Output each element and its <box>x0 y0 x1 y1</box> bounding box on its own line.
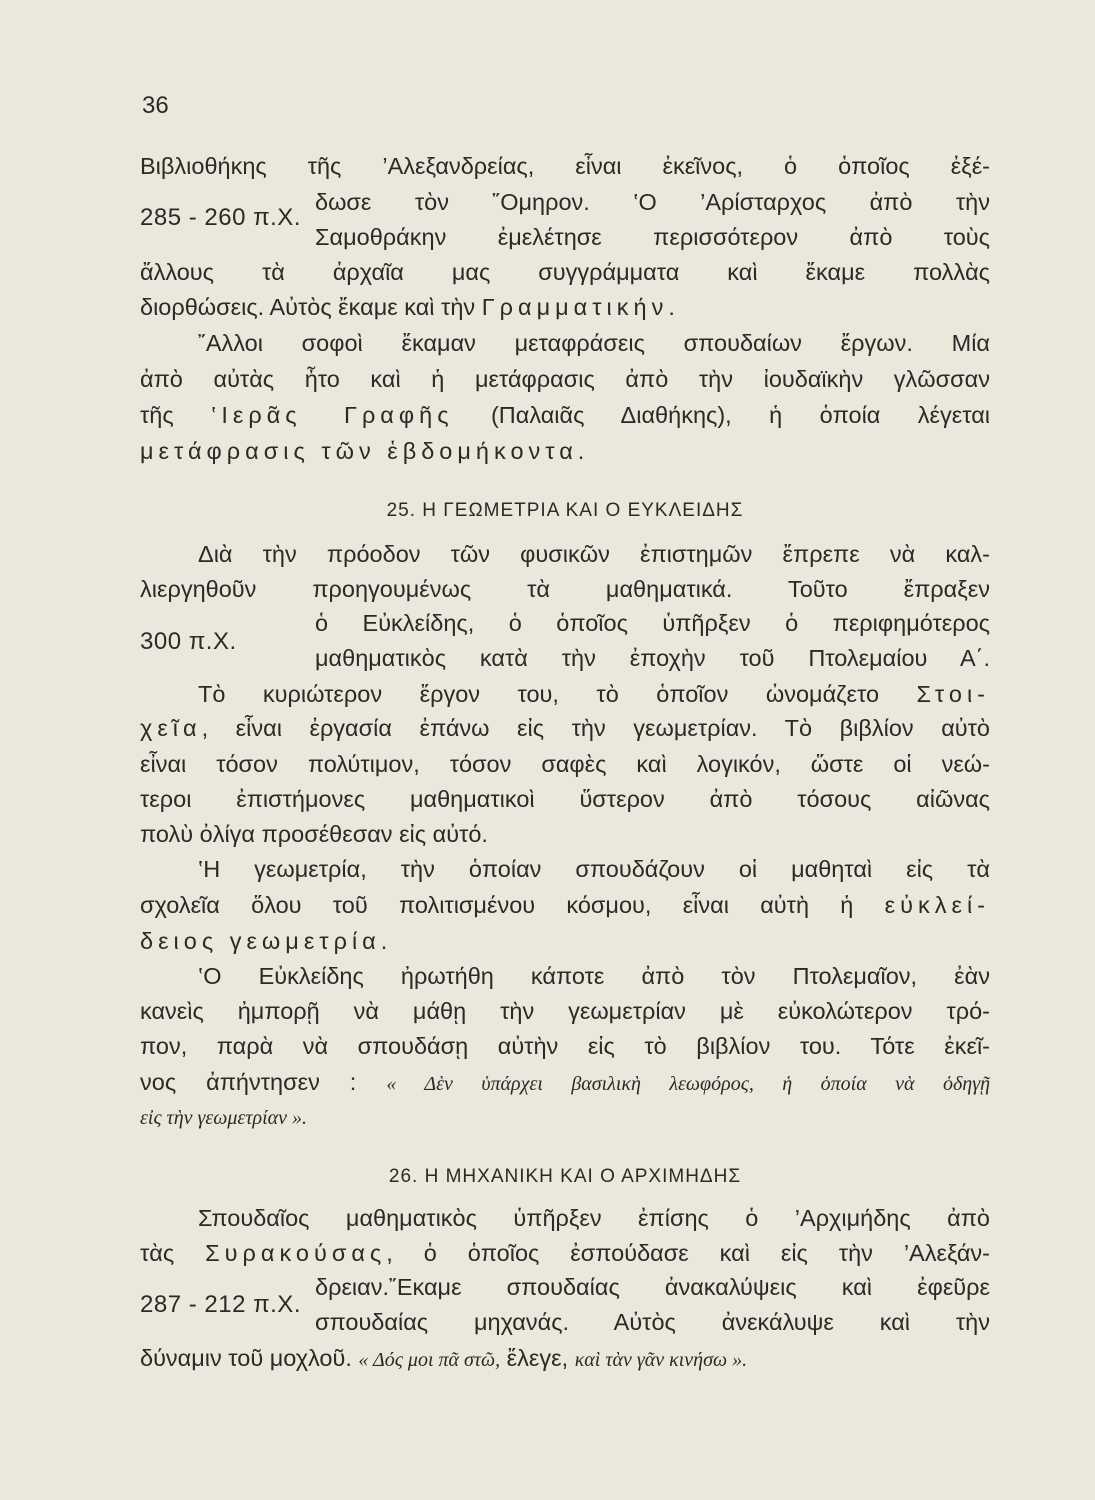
text-line: ὁ Εὐκλείδης, ὁ ὁποῖος ὑπῆρξεν ὁ περιφημότερος <box>315 610 990 636</box>
margin-date: 287 - 212 π.Χ. <box>140 1291 301 1318</box>
text-line <box>140 292 990 322</box>
text-span: ἔλεγε, <box>500 1345 575 1371</box>
text-line <box>140 1343 990 1375</box>
text-line <box>198 679 990 709</box>
text-span: τῆς <box>140 402 212 428</box>
text-span: σχολεῖα ὅλου τοῦ πολιτισμένου κόσμου, εἶναι αὐτὴ ἡ <box>140 892 885 918</box>
emphasized-term: ‛Ιερᾶς Γραφῆς <box>211 402 454 428</box>
emphasized-term: Στοι- <box>916 681 990 707</box>
section-heading: 25. Η ΓΕΩΜΕΤΡΙΑ ΚΑΙ Ο ΕΥΚΛΕΙΔΗΣ <box>386 500 744 521</box>
text-span: , ὁ ὁποῖος ἐσπούδασε καὶ εἰς τὴν ’Αλεξάν- <box>386 1240 990 1266</box>
text-span: (Παλαιᾶς Διαθήκης), ἡ ὁποία λέγεται <box>453 402 991 428</box>
text-line: μαθηματικὸς κατὰ τὴν ἐποχὴν τοῦ Πτολεμαίου Α΄. <box>315 645 990 671</box>
text-line: ῎Αλλοι σοφοὶ ἔκαμαν μεταφράσεις σπουδαίων ἔργων. Μία <box>198 330 990 356</box>
text-line: εἶναι τόσον πολύτιμον, τόσον σαφὲς καὶ λογικόν, ὥστε οἱ νεώ- <box>140 751 990 777</box>
page-number: 36 <box>142 92 169 119</box>
text-line: ‛Ο Εὐκλείδης ἠρωτήθη κάποτε ἀπὸ τὸν Πτολεμαῖον, ἐὰν <box>198 963 990 989</box>
quote-text: « Δὲν ὑπάρχει βασιλικὴ λεωφόρος, ἡ ὁποία νὰ ὁδηγῇ <box>386 1073 991 1095</box>
text-line: ἀπὸ αὐτὰς ἦτο καὶ ἡ μετάφρασις ἀπὸ τὴν ἰουδαϊκὴν γλῶσσαν <box>140 366 990 392</box>
emphasized-term: Γραμματικήν. <box>481 294 680 320</box>
text-line: κανεὶς ἠμπορῇ νὰ μάθῃ τὴν γεωμετρίαν μὲ εὐκολώτερον τρό- <box>140 998 990 1024</box>
margin-date: 285 - 260 π.Χ. <box>140 204 301 231</box>
text-line <box>140 1238 990 1268</box>
quote-text: « Δός μοι πᾶ στῶ, <box>358 1349 501 1371</box>
section-heading: 26. Η ΜΗΧΑΝΙΚΗ ΚΑΙ Ο ΑΡΧΙΜΗΔΗΣ <box>388 1166 742 1187</box>
text-line: Διὰ τὴν πρόοδον τῶν φυσικῶν ἐπιστημῶν ἔπρεπε νὰ καλ- <box>198 541 990 567</box>
text-line: τεροι ἐπιστήμονες μαθηματικοὶ ὕστερον ἀπὸ τόσους αἰῶνας <box>140 786 990 812</box>
emphasized-term: δειος γεωμετρία. <box>140 928 393 954</box>
text-span: διορθώσεις. Αὐτὸς ἔκαμε καὶ τὴν <box>140 294 482 320</box>
text-span: δύναμιν τοῦ μοχλοῦ. <box>140 1345 359 1371</box>
quote-text: εἰς τὴν γεωμετρίαν ». <box>140 1107 308 1129</box>
text-line <box>140 713 990 743</box>
text-line <box>140 400 990 430</box>
text-line <box>140 890 990 920</box>
text-line: Βιβλιοθήκης τῆς ’Αλεξανδρείας, εἶναι ἐκεῖνος, ὁ ὁποῖος ἐξέ- <box>140 153 990 179</box>
text-span: τὰς <box>140 1240 206 1266</box>
quote-text: καὶ τὰν γᾶν κινήσω ». <box>574 1349 748 1371</box>
emphasized-term: χεῖα <box>140 715 202 741</box>
text-line: Σπουδαῖος μαθηματικὸς ὑπῆρξεν ἐπίσης ὁ ’Αρχιμήδης ἀπὸ <box>198 1205 990 1231</box>
text-line: ἄλλους τὰ ἀρχαῖα μας συγγράμματα καὶ ἔκαμε πολλὰς <box>140 259 990 285</box>
emphasized-term: εὐκλεί- <box>884 892 990 918</box>
margin-date: 300 π.Χ. <box>140 628 237 655</box>
text-span: νος ἀπήντησεν : <box>140 1069 387 1095</box>
text-line: δωσε τὸν ῞Ομηρον. ‛Ο ’Αρίσταρχος ἀπὸ τὴν <box>315 189 990 215</box>
emphasized-term: μετάφρασις τῶν ἑβδομήκοντα. <box>140 438 590 464</box>
text-line: σπουδαίας μηχανάς. Αὐτὸς ἀνεκάλυψε καὶ τὴν <box>315 1309 990 1335</box>
emphasized-term: Συρακούσας <box>205 1240 387 1266</box>
text-line <box>140 1067 990 1099</box>
text-line: δρειαν.῎Εκαμε σπουδαίας ἀνακαλύψεις καὶ ἐφεῦρε <box>315 1274 990 1300</box>
text-span: , εἶναι ἐργασία ἐπάνω εἰς τὴν γεωμετρίαν. Τὸ βιβλίον αὐτὸ <box>201 715 990 741</box>
text-span: Τὸ κυριώτερον ἔργον του, τὸ ὁποῖον ὠνομάζετο <box>198 681 917 707</box>
text-line: λιεργηθοῦν προηγουμένως τὰ μαθηματικά. Τοῦτο ἔπραξεν <box>140 576 990 602</box>
text-line: πολὺ ὀλίγα προσέθεσαν εἰς αὐτό. <box>140 821 488 847</box>
text-line: ‛Η γεωμετρία, τὴν ὁποίαν σπουδάζουν οἱ μαθηταὶ εἰς τὰ <box>198 856 990 882</box>
text-line: Σαμοθράκην ἐμελέτησε περισσότερον ἀπὸ τοὺς <box>315 224 990 250</box>
text-line: πον, παρὰ νὰ σπουδάσῃ αὐτὴν εἰς τὸ βιβλίον του. Τότε ἐκεῖ- <box>140 1033 990 1059</box>
